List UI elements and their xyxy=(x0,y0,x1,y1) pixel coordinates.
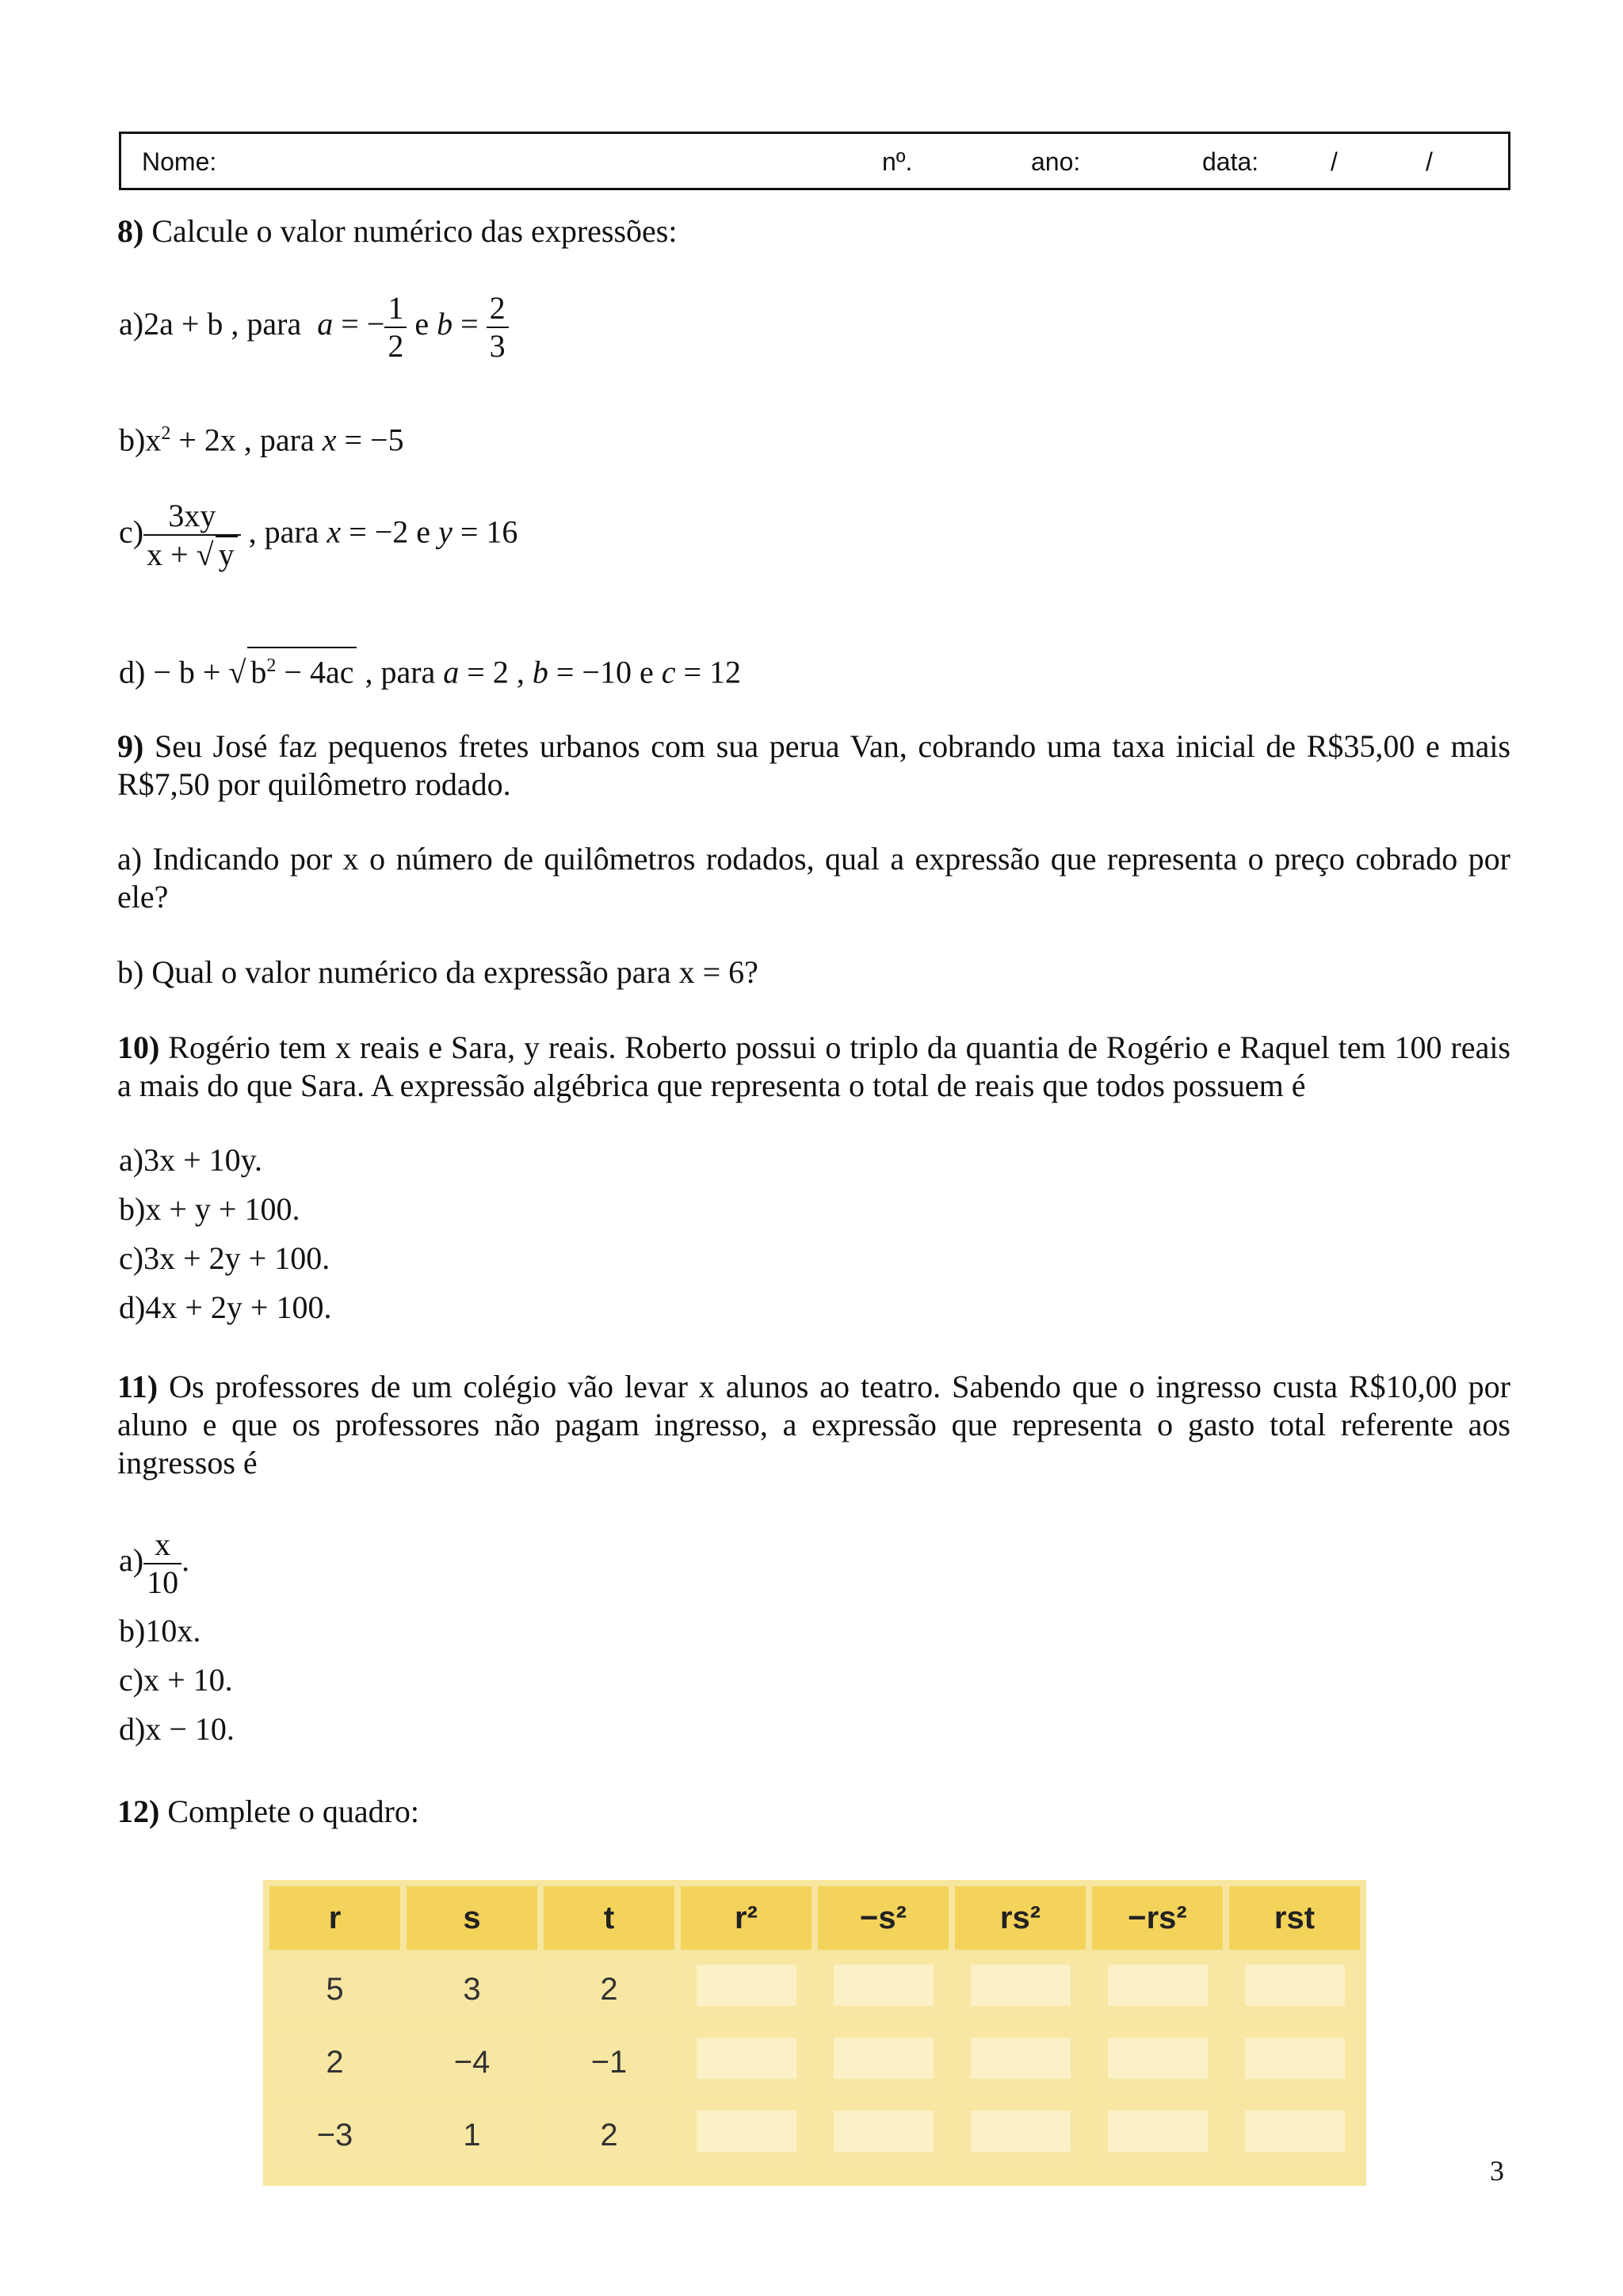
question-11-text xyxy=(117,1368,1510,1482)
question-number: 12) xyxy=(117,1794,160,1829)
var-x: x xyxy=(322,422,337,458)
blank-cell[interactable] xyxy=(1229,1956,1360,2023)
numerator: 2 xyxy=(487,290,509,328)
blank-cell[interactable] xyxy=(1092,2102,1223,2168)
option-11d: d)x − 10. xyxy=(119,1711,235,1747)
answer-box[interactable] xyxy=(971,2038,1071,2079)
date-slash-2: / xyxy=(1426,147,1433,176)
denominator: 10 xyxy=(147,1564,179,1600)
denominator: 2 xyxy=(388,328,404,364)
question-9-text xyxy=(117,728,1510,804)
answer-box[interactable] xyxy=(697,2038,796,2079)
question-8d: d) − b + √ $b^2 - 4ac$ , para a = 2 , b = −10 e c = 12 xyxy=(119,647,741,691)
cell-s: 1 xyxy=(407,2102,537,2168)
expr-lead: a)2a + b , para xyxy=(119,306,302,342)
option-11c: c)x + 10. xyxy=(119,1662,233,1698)
option-11b: b)10x. xyxy=(119,1613,201,1648)
cell-t: 2 xyxy=(544,2102,674,2168)
page-number: 3 xyxy=(1490,2155,1504,2187)
den-part: x + xyxy=(147,537,197,572)
blank-cell[interactable] xyxy=(955,1956,1086,2023)
var-b: b xyxy=(532,654,548,690)
table-row xyxy=(269,2102,1360,2168)
question-number: 8) xyxy=(117,213,144,249)
header-rst: rst xyxy=(1229,1886,1360,1950)
exponent: 2 xyxy=(266,655,277,676)
question-prompt: Complete o quadro: xyxy=(167,1794,420,1829)
blank-cell[interactable] xyxy=(1092,2029,1223,2095)
denominator: 3 xyxy=(489,328,506,364)
expr-lead: d) − b + xyxy=(119,654,229,690)
expr-rest: + 2x , para xyxy=(170,422,323,458)
question-9b: b) Qual o valor numérico da expressão para x = 6? xyxy=(117,954,758,990)
exponent: 2 xyxy=(161,423,171,444)
rad-part: − 4ac xyxy=(276,654,354,690)
fraction-c xyxy=(143,498,241,573)
expr-rest: , para xyxy=(357,654,444,690)
name-label: Nome: xyxy=(142,147,217,176)
option-10b: b)x + y + 100. xyxy=(119,1191,300,1227)
blank-cell[interactable] xyxy=(818,2102,949,2168)
header-s: s xyxy=(407,1886,537,1950)
answer-box[interactable] xyxy=(1108,1965,1208,2006)
var-a: a xyxy=(443,654,460,690)
question-12-title xyxy=(117,1793,419,1831)
blank-cell[interactable] xyxy=(681,1956,812,2023)
answer-box[interactable] xyxy=(971,1965,1071,2006)
eq-sign: = xyxy=(453,306,487,342)
question-9a: a) Indicando por x o número de quilômetros rodados, qual a expressão que representa o preço cobrado por ele? xyxy=(117,841,1510,915)
question-number: 10) xyxy=(117,1030,160,1065)
date-label: data: xyxy=(1202,147,1259,176)
answer-box[interactable] xyxy=(834,2038,934,2079)
value: = 2 , xyxy=(459,654,533,690)
header-r-squared: r² xyxy=(681,1886,812,1950)
option-10c: c)3x + 2y + 100. xyxy=(119,1240,330,1276)
blank-cell[interactable] xyxy=(818,2029,949,2095)
question-8-title xyxy=(117,212,677,250)
question-number: 11) xyxy=(117,1369,158,1404)
complete-table xyxy=(263,1880,1366,2186)
numerator: x xyxy=(143,1526,181,1564)
question-10-text xyxy=(117,1029,1510,1105)
answer-box[interactable] xyxy=(1245,1965,1345,2006)
value: = −10 e xyxy=(548,654,662,690)
answer-box[interactable] xyxy=(697,2111,796,2152)
cell-s: 3 xyxy=(407,1956,537,2023)
option-tail: . xyxy=(181,1542,190,1579)
expr-lead: b)x xyxy=(119,422,162,458)
answer-box[interactable] xyxy=(1245,2111,1345,2152)
fraction-option-a xyxy=(143,1526,181,1601)
cell-r: −3 xyxy=(269,2102,400,2168)
var-a: a xyxy=(317,306,334,342)
cell-t: −1 xyxy=(544,2029,674,2095)
question-number: 9) xyxy=(117,728,144,764)
answer-box[interactable] xyxy=(834,2111,934,2152)
numerator: 1 xyxy=(384,290,407,328)
fraction-b xyxy=(487,290,509,365)
cell-r: 2 xyxy=(269,2029,400,2095)
header-neg-rs-squared: −rs² xyxy=(1092,1886,1223,1950)
blank-cell[interactable] xyxy=(1092,1956,1223,2023)
answer-box[interactable] xyxy=(1108,2111,1208,2152)
header-t: t xyxy=(544,1886,674,1950)
radicand: y xyxy=(216,536,238,572)
option-10a: a)3x + 10y. xyxy=(119,1142,263,1178)
table-header-row xyxy=(269,1886,1360,1950)
cell-t: 2 xyxy=(544,1956,674,2023)
table-row xyxy=(269,1956,1360,2023)
answer-box[interactable] xyxy=(1108,2038,1208,2079)
numerator: 3xy xyxy=(143,498,241,536)
rad-part: b xyxy=(250,654,267,690)
expr-rest: , para xyxy=(240,514,327,550)
header-neg-s-squared: −s² xyxy=(818,1886,949,1950)
cell-s: −4 xyxy=(407,2029,537,2095)
blank-cell[interactable] xyxy=(1229,2102,1360,2168)
var-b: b xyxy=(437,306,453,342)
header-rs-squared: rs² xyxy=(955,1886,1086,1950)
value: = 12 xyxy=(675,654,742,690)
number-label: nº. xyxy=(882,147,913,176)
question-8c xyxy=(119,498,517,573)
blank-cell[interactable] xyxy=(681,2102,812,2168)
option-10d: d)4x + 2y + 100. xyxy=(119,1289,332,1325)
header-r: r xyxy=(269,1886,400,1950)
date-slash-1: / xyxy=(1331,147,1338,176)
value: = −2 e xyxy=(341,514,439,550)
year-label: ano: xyxy=(1031,147,1081,176)
question-8a xyxy=(119,290,509,365)
fraction-a xyxy=(384,290,407,365)
value: = −5 xyxy=(336,422,404,458)
var-c: c xyxy=(661,654,676,690)
student-info-header xyxy=(119,132,1510,190)
answer-box[interactable] xyxy=(1245,2038,1345,2079)
cell-r: 5 xyxy=(269,1956,400,2023)
answer-box[interactable] xyxy=(971,2111,1071,2152)
var-y: y xyxy=(438,514,453,550)
option-lead: a) xyxy=(119,1542,144,1579)
denominator: x + √ y xyxy=(143,536,241,573)
eq-sign: = − xyxy=(333,306,385,342)
answer-box[interactable] xyxy=(697,1965,796,2006)
question-body: Rogério tem x reais e Sara, y reais. Roberto possui o triplo da quantia de Rogério e Raquel tem 100 reais a mais do que Sara. A expressão algébrica que representa o total de reais que todos possuem é xyxy=(117,1030,1510,1103)
question-8b xyxy=(119,415,404,459)
question-prompt: Calcule o valor numérico das expressões: xyxy=(151,213,678,249)
blank-cell[interactable] xyxy=(955,2029,1086,2095)
value: = 16 xyxy=(452,514,518,550)
blank-cell[interactable] xyxy=(1229,2029,1360,2095)
option-11a xyxy=(119,1526,189,1601)
question-body: Seu José faz pequenos fretes urbanos com sua perua Van, cobrando uma taxa inicial de R$35,00 e mais R$7,50 por quilômetro rodado. xyxy=(117,728,1510,802)
var-x: x xyxy=(327,514,342,550)
table-row xyxy=(269,2029,1360,2095)
radicand xyxy=(247,647,357,690)
blank-cell[interactable] xyxy=(818,1956,949,2023)
conjunction: e xyxy=(407,306,437,342)
value-table xyxy=(263,1880,1366,2175)
blank-cell[interactable] xyxy=(955,2102,1086,2168)
question-body: Os professores de um colégio vão levar x alunos ao teatro. Sabendo que o ingresso custa R$10,00 por aluno e que os professores não pagam ingresso, a expressão que representa o gasto total referente aos ingressos é xyxy=(117,1369,1510,1480)
answer-box[interactable] xyxy=(834,1965,934,2006)
expr-lead: c) xyxy=(119,514,144,550)
blank-cell[interactable] xyxy=(681,2029,812,2095)
